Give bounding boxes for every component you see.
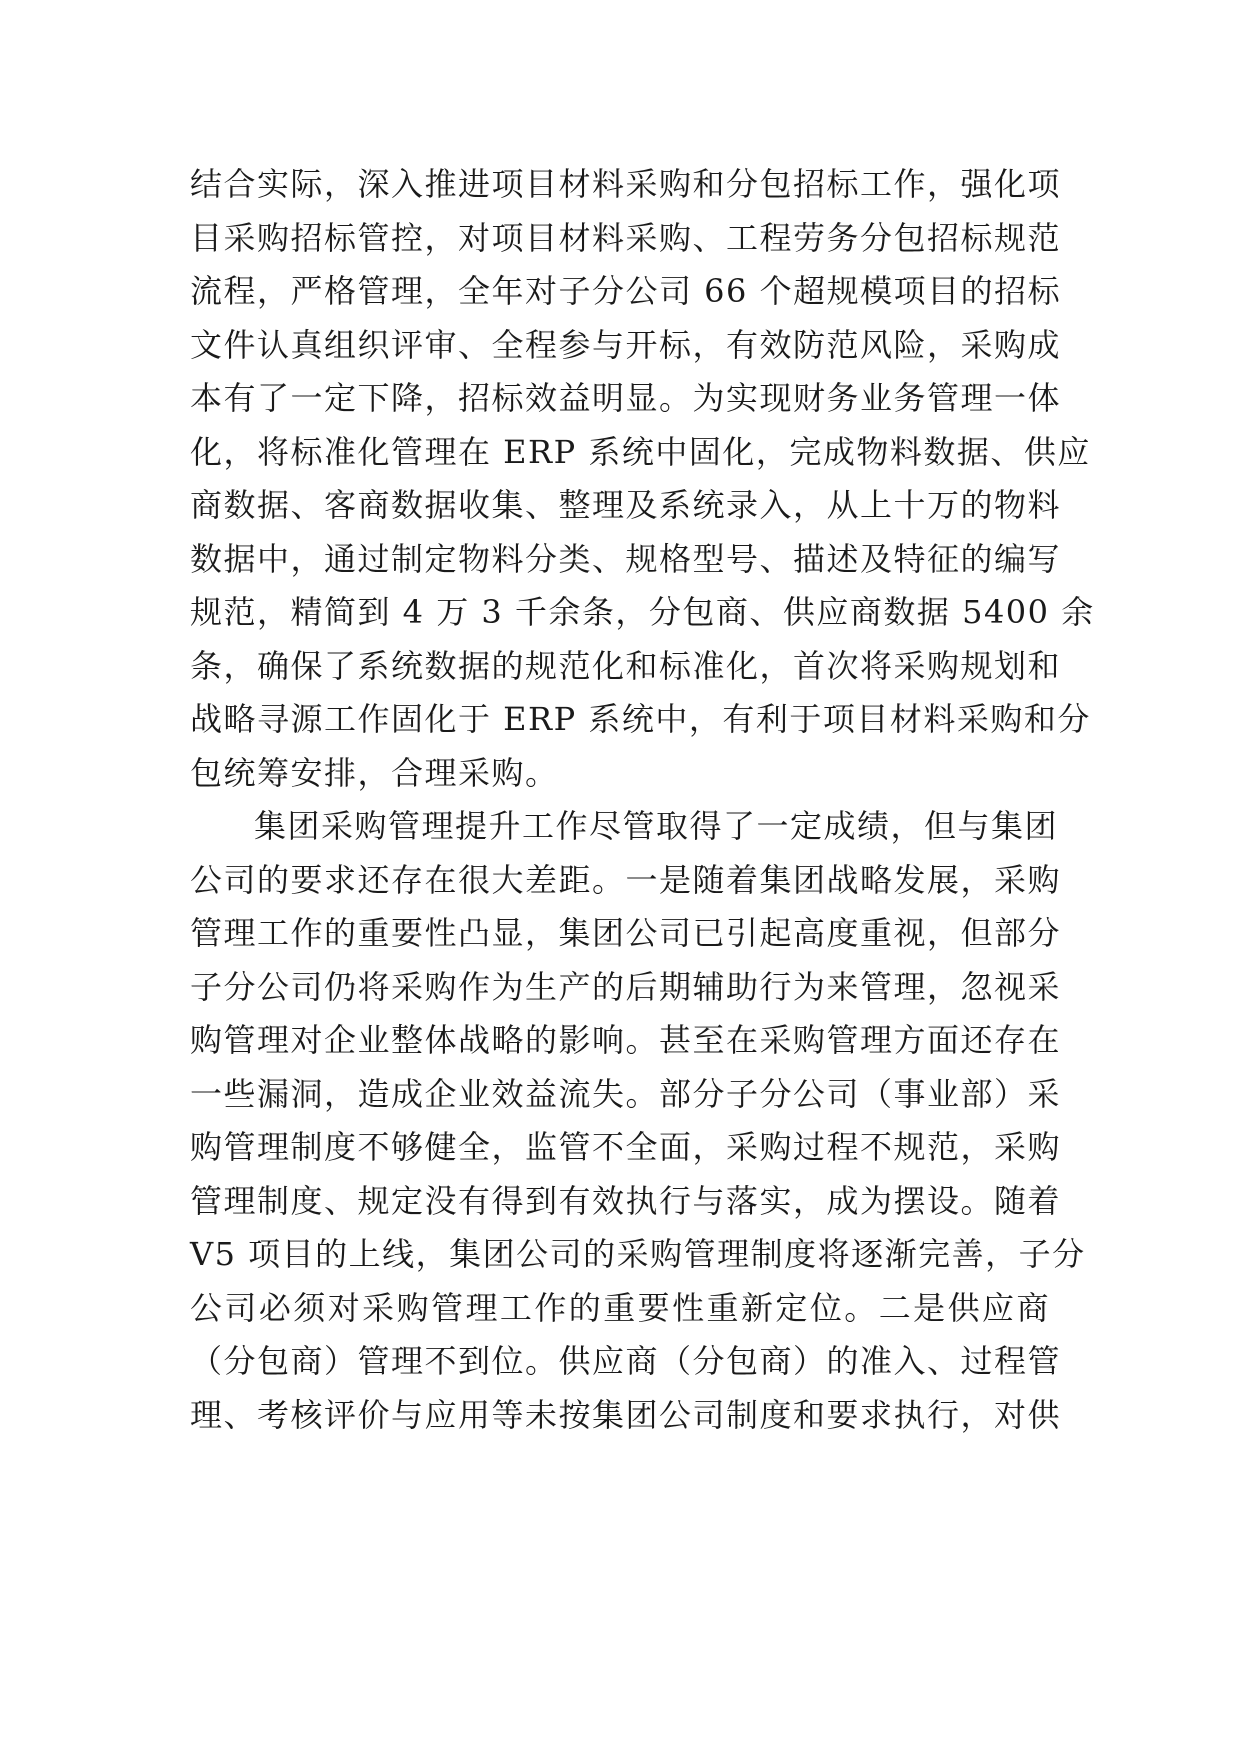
- text-line: 包统筹安排，合理采购。: [190, 753, 559, 792]
- text-line: 战略寻源工作固化于 ERP 系统中，有利于项目材料采购和分: [190, 700, 1091, 738]
- text-line: 目采购招标管控，对项目材料采购、工程劳务分包招标规范: [190, 218, 1062, 257]
- text-line: 本有了一定下降，招标效益明显。为实现财务业务管理一体: [190, 379, 1062, 417]
- text-line: 公司的要求还存在很大差距。一是随着集团战略发展，采购: [190, 860, 1062, 899]
- text-line: 规范，精简到 4 万 3 千余条，分包商、供应商数据 5400 余: [190, 593, 1095, 631]
- text-line: 商数据、客商数据收集、整理及系统录入，从上十万的物料: [190, 486, 1062, 524]
- text-line: （分包商）管理不到位。供应商（分包商）的准入、过程管: [190, 1342, 1062, 1380]
- paragraph-1: [190, 158, 1095, 800]
- text-line: 管理制度、规定没有得到有效执行与落实，成为摆设。随着: [190, 1181, 1062, 1220]
- text-line: 管理工作的重要性凸显，集团公司已引起高度重视，但部分: [190, 914, 1062, 952]
- text-line: 数据中，通过制定物料分类、规格型号、描述及特征的编写: [190, 539, 1062, 578]
- text-line: 公司必须对采购管理工作的重要性重新定位。二是供应商: [190, 1288, 1050, 1327]
- text-line: 流程，严格管理，全年对子分公司 66 个超规模项目的招标: [190, 272, 1062, 310]
- text-line: 集团采购管理提升工作尽管取得了一定成绩，但与集团: [254, 807, 1059, 845]
- text-line: 文件认真组织评审、全程参与开标，有效防范风险，采购成: [190, 325, 1062, 364]
- text-line: 购管理对企业整体战略的影响。甚至在采购管理方面还存在: [190, 1021, 1062, 1059]
- document-body: [190, 158, 1095, 1442]
- text-line: 购管理制度不够健全，监管不全面，采购过程不规范，采购: [190, 1128, 1062, 1166]
- text-line: 条，确保了系统数据的规范化和标准化，首次将采购规划和: [190, 646, 1062, 685]
- text-line: 理、考核评价与应用等未按集团公司制度和要求执行，对供: [190, 1395, 1062, 1434]
- text-line: 一些漏洞，造成企业效益流失。部分子分公司（事业部）采: [190, 1074, 1062, 1113]
- text-line: 化，将标准化管理在 ERP 系统中固化，完成物料数据、供应: [190, 432, 1091, 471]
- text-line: 结合实际，深入推进项目材料采购和分包招标工作，强化项: [190, 165, 1062, 203]
- text-line: V5 项目的上线，集团公司的采购管理制度将逐渐完善，子分: [190, 1235, 1086, 1273]
- paragraph-2: [190, 800, 1086, 1442]
- text-line: 子分公司仍将采购作为生产的后期辅助行为来管理，忽视采: [190, 967, 1062, 1006]
